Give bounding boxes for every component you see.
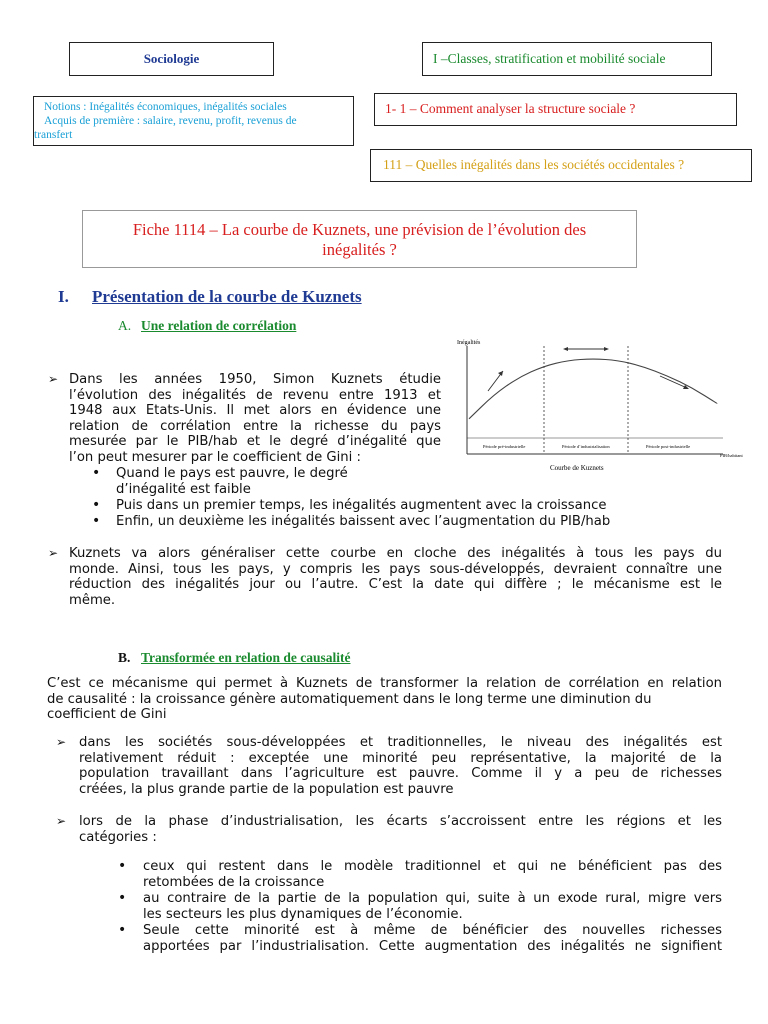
bullet-text: d’inégalité est faible xyxy=(116,481,251,497)
x-axis-label: PIB/habitant xyxy=(720,453,743,458)
para1-line: relation de corrélation entre la richesse du pays xyxy=(69,418,441,434)
para5-bullet3 xyxy=(143,923,722,954)
partB-number: B. xyxy=(118,650,131,665)
para1-line: 1948 aux Etats-Unis. Il met alors en évidence une xyxy=(69,403,441,418)
section-label: 1- 1 – Comment analyser la structure sociale ? xyxy=(385,101,636,116)
chapter-label: I –Classes, stratification et mobilité sociale xyxy=(433,51,666,66)
arrow-bullet-icon: ➢ xyxy=(56,814,67,828)
chapter-box xyxy=(422,42,712,76)
subject-box xyxy=(69,42,274,76)
para2-line: monde. Ainsi, tous les pays, y compris les pays sous-développés, devraient connaître une xyxy=(69,561,722,577)
kuznets-chart xyxy=(455,336,743,476)
para4-line: relativement réduit : exceptée une minorité peu représentative, la majorité de la xyxy=(79,750,722,766)
para1-bullet2: Puis dans un premier temps, les inégalités augmentent avec la croissance xyxy=(116,498,607,513)
para1-line: l’évolution des inégalités de revenu entre 1913 et xyxy=(69,387,441,403)
fiche-title-line2: inégalités ? xyxy=(322,240,397,259)
para3-line: coefficient de Gini xyxy=(47,707,167,722)
partA-number: A. xyxy=(118,318,132,333)
para4 xyxy=(79,735,722,797)
bullet-text: apportées par l’industrialisation. Cette augmentation des inégalités ne signifient xyxy=(143,938,722,954)
para2-line: même. xyxy=(69,592,116,608)
para1-bullet3: Enfin, un deuxième les inégalités baissent avec l’augmentation du PIB/hab xyxy=(116,514,611,529)
arrow-falling xyxy=(660,376,687,388)
chart-caption: Courbe de Kuznets xyxy=(550,464,604,472)
bullet-dot-icon: • xyxy=(92,497,101,513)
phase-label-1: Période pré-industrielle xyxy=(483,444,526,449)
arrow-peak-left-head xyxy=(563,347,568,351)
notions-line3: transfert xyxy=(34,129,73,141)
partB-title: Transformée en relation de causalité xyxy=(141,650,351,665)
fiche-title-line1: Fiche 1114 – La courbe de Kuznets, une prévision de l’évolution des xyxy=(132,220,587,239)
kuznets-curve xyxy=(469,359,717,419)
arrow-bullet-icon: ➢ xyxy=(48,372,59,386)
para3-line: de causalité : la croissance génère automatiquement dans le long terme une diminution du xyxy=(47,691,652,707)
bullet-text: ceux qui restent dans le modèle traditionnel et qui ne bénéficient pas des xyxy=(143,859,722,874)
section-box xyxy=(374,93,737,126)
para2-line: réduction des inégalités jour ou l’autre. C’est la date qui diffère ; le mécanisme est le xyxy=(69,577,722,592)
bullet-dot-icon: • xyxy=(92,513,101,529)
para3 xyxy=(47,676,722,723)
para4-line: population travaillant dans l’agriculture est pauvre. Comme il y a peu de richesses xyxy=(79,766,722,781)
bullet-dot-icon: • xyxy=(92,465,101,481)
partA-title: Une relation de corrélation xyxy=(141,318,297,333)
bullet-text: retombées de la croissance xyxy=(143,874,325,890)
para5-bullet2 xyxy=(143,891,722,922)
part1-number: I. xyxy=(58,287,69,306)
para1-bullet1 xyxy=(116,466,348,497)
para5-line: lors de la phase d’industrialisation, les écarts s’accroissent entre les régions et les xyxy=(79,814,722,829)
bullet-dot-icon: • xyxy=(118,858,127,874)
para1-line: mesurée par le PIB/hab et le degré d’inégalité que xyxy=(69,434,441,449)
subsection-label: 111 – Quelles inégalités dans les sociétés occidentales ? xyxy=(383,157,685,172)
arrow-bullet-icon: ➢ xyxy=(56,735,67,749)
bullet-text: au contraire de la partie de la population qui, suite à un exode rural, migre vers xyxy=(143,891,722,906)
para1-line: l’on peut mesurer par le coefficient de Gini : xyxy=(69,449,361,465)
para1-line: Dans les années 1950, Simon Kuznets étudie xyxy=(69,372,441,387)
arrow-bullet-icon: ➢ xyxy=(48,546,59,560)
arrow-rising-head xyxy=(498,371,503,376)
y-axis-label: Inégalités xyxy=(457,340,481,346)
para5 xyxy=(79,814,722,845)
phase-label-2: Période d’industrialisation xyxy=(562,444,610,449)
subsection-box xyxy=(370,149,752,182)
bullet-text: Seule cette minorité est à même de bénéficier des nouvelles richesses xyxy=(143,923,722,938)
part1-title: Présentation de la courbe de Kuznets xyxy=(92,287,362,306)
para5-bullet1 xyxy=(143,859,722,890)
para2 xyxy=(69,546,722,608)
bullet-dot-icon: • xyxy=(118,922,127,938)
subject-label: Sociologie xyxy=(143,51,200,66)
notions-box xyxy=(33,96,354,146)
bullet-text: Quand le pays est pauvre, le degré xyxy=(116,466,348,481)
bullet-text: les secteurs les plus dynamiques de l’économie. xyxy=(143,906,463,922)
notions-line1: Notions : Inégalités économiques, inégalités sociales xyxy=(44,101,287,113)
para3-line: C’est ce mécanisme qui permet à Kuznets de transformer la relation de corrélation en relation xyxy=(47,676,722,691)
para5-line: catégories : xyxy=(79,829,157,845)
fiche-title-box xyxy=(82,210,637,268)
arrow-peak-right-head xyxy=(604,347,609,351)
notions-line2: Acquis de première : salaire, revenu, profit, revenus de xyxy=(44,115,297,127)
para4-line: dans les sociétés sous-développées et traditionnelles, le niveau des inégalités est xyxy=(79,735,722,750)
para2-line: Kuznets va alors généraliser cette courbe en cloche des inégalités à tous les pays du xyxy=(69,546,722,561)
phase-label-3: Période post-industrielle xyxy=(646,444,691,449)
para4-line: créées, la plus grande partie de la population est pauvre xyxy=(79,781,454,797)
para1 xyxy=(69,372,441,465)
bullet-dot-icon: • xyxy=(118,890,127,906)
